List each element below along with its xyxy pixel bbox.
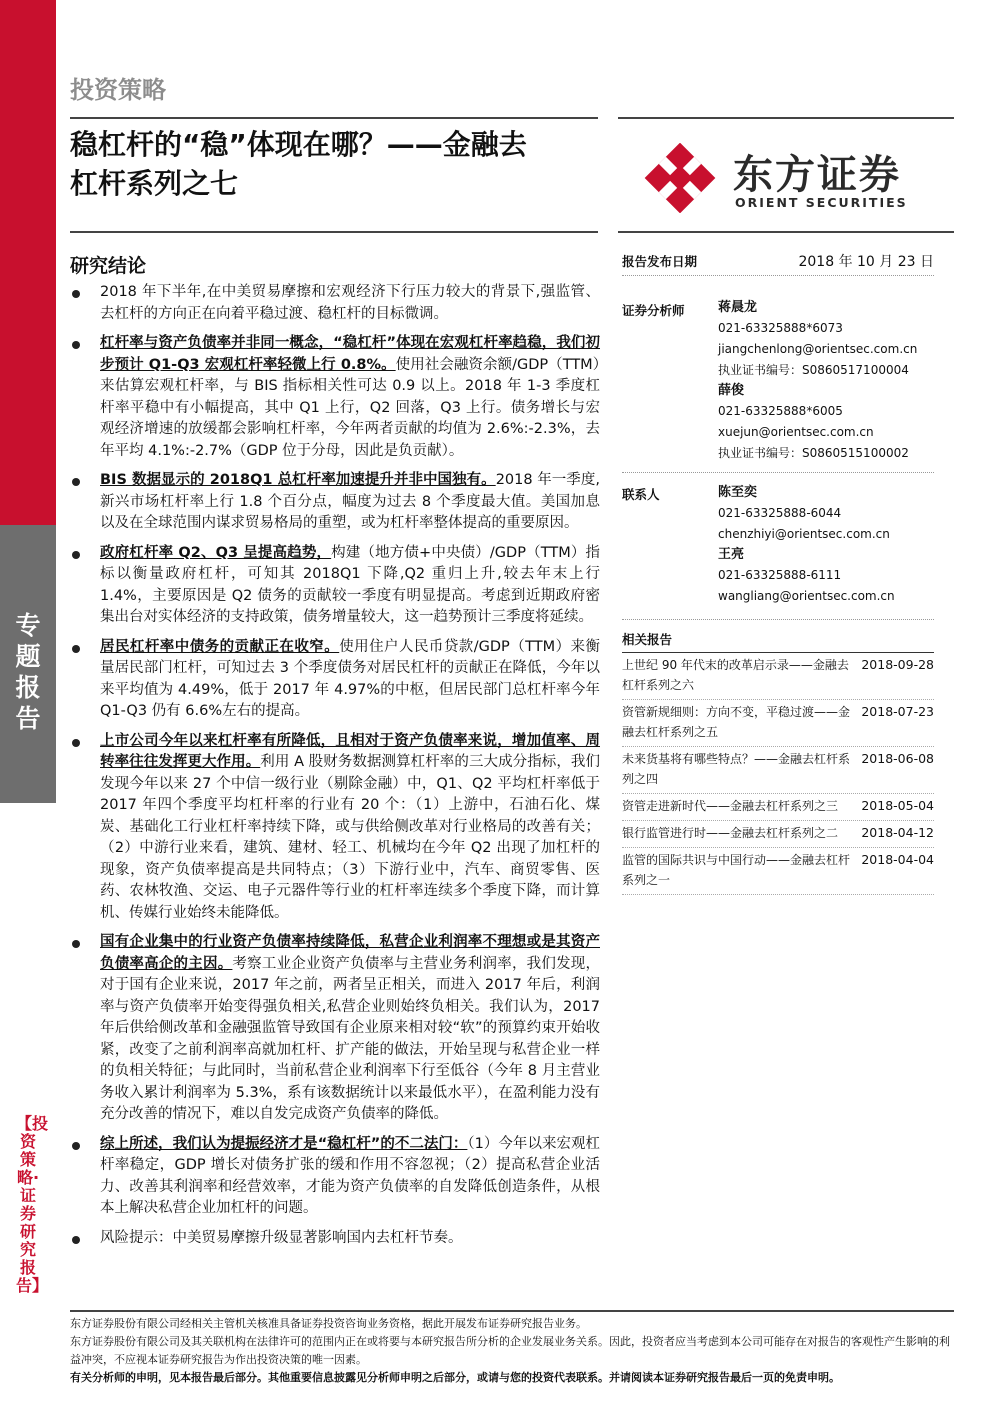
- related-report-row[interactable]: [622, 821, 934, 848]
- bullet-dot-icon: [72, 940, 80, 948]
- report-type-label: 专题报告: [15, 611, 41, 733]
- report-series-label: 【投资策略·证券研究报告】: [16, 1114, 49, 1295]
- related-report-title[interactable]: 资管新规细则：方向不变，平稳过渡——金融去杠杆系列之五: [622, 705, 851, 739]
- title-top-rule: [70, 117, 598, 119]
- divider: [622, 619, 934, 620]
- pubdate-value: 2018 年 10 月 23 日: [798, 254, 934, 270]
- bullet-key-point: 国有企业集中的行业资产负债率持续降低，私营企业利润率不理想或是其资产负债率高企的主因。: [100, 934, 600, 972]
- contact-label: 联系人: [622, 487, 660, 502]
- related-report-date: 2018-06-08: [861, 751, 934, 766]
- analyst-email[interactable]: xuejun@orientsec.com.cn: [718, 425, 874, 439]
- contact-block: [622, 483, 934, 607]
- analyst-phone: 021-63325888*6005: [718, 404, 843, 418]
- bullet-text: 2018 年下半年,在中美贸易摩擦和宏观经济下行压力较大的背景下,强监管、去杠杆的方向正在向着平稳过渡、稳杠杆的目标微调。: [100, 284, 600, 322]
- related-report-date: 2018-04-04: [861, 852, 934, 867]
- analyst-phone: 021-63325888*6073: [718, 321, 843, 335]
- contact-name: 王亮: [718, 547, 745, 562]
- related-report-title[interactable]: 资管走进新时代——金融去杠杆系列之三: [622, 799, 839, 813]
- bullet-key-point: 上市公司今年以来杠杆率有所降低，且相对于资产负债率来说，增加值率、周转率往往发挥更大作用。: [100, 732, 600, 770]
- analyst-email[interactable]: jiangchenlong@orientsec.com.cn: [718, 342, 918, 356]
- divider: [622, 472, 934, 473]
- bullet-dot-icon: [72, 341, 80, 349]
- bullet-key-point: BIS 数据显示的 2018Q1 总杠杆率加速提升并非中国独有。: [100, 472, 496, 488]
- analyst-label: 证券分析师: [622, 303, 685, 318]
- bullet-item: [70, 932, 600, 1126]
- contact-phone: 021-63325888-6111: [718, 568, 842, 582]
- related-report-date: 2018-04-12: [861, 825, 934, 840]
- bullet-text: 利用 A 股财务数据测算杠杆率的三大成分指标，我们发现今年以来 27 个中信一级行业（剔除金融）中，Q1、Q2 平均杠杆率低于 2017 年四个季度平均杠杆率的行业有 20 个：（1）上游中，石油石化、煤炭、基础化工行业杠杆率持续下降，或与供给侧改革对行业格局的改善有关；（2）中游行业来看，建筑、建材、轻工、机械均在今年 Q2 出现了加杠杆的现象，资产负债率提高是共同特点；（3）下游行业中，汽车、商贸零售、医药、农林牧渔、交运、电子元器件等行业的杠杆率连续多个季度下降，而计算机、传媒行业始终未能降低。: [100, 754, 600, 921]
- company-logo: [640, 143, 930, 213]
- analyst-name: 蒋晨龙: [718, 300, 758, 315]
- title-line-2: 杠杆系列之七: [70, 167, 239, 200]
- related-report-row[interactable]: [622, 747, 934, 794]
- analyst-cert: 执业证书编号：S0860515100002: [718, 446, 909, 460]
- analyst: [718, 298, 934, 381]
- related-report-row[interactable]: [622, 700, 934, 747]
- logo-mark-icon: [640, 143, 720, 213]
- related-reports-list: [622, 652, 934, 895]
- logo-bottom-rule: [618, 231, 954, 233]
- bullet-item: [70, 637, 600, 723]
- related-report-date: 2018-07-23: [861, 704, 934, 719]
- pubdate-label: 报告发布日期: [622, 254, 698, 269]
- footer-line-2: 东方证券股份有限公司及其关联机构在法律许可的范围内正在或将要与本研究报告所分析的企业发展业务关系。因此，投资者应当考虑到本公司可能存在对报告的客观性产生影响的利益冲突，不应视本证券研究报告为作出投资决策的唯一因素。: [70, 1335, 950, 1366]
- bullet-dot-icon: [72, 478, 80, 486]
- contact: [718, 483, 934, 545]
- contact-email[interactable]: chenzhiyi@orientsec.com.cn: [718, 527, 890, 541]
- contact-phone: 021-63325888-6044: [718, 506, 842, 520]
- footer-rule: [70, 1310, 954, 1312]
- title-bottom-rule: [70, 231, 598, 233]
- bullet-dot-icon: [72, 551, 80, 559]
- related-report-row[interactable]: [622, 848, 934, 895]
- bullet-text: 使用住户人民币贷款/GDP（TTM）来衡量居民部门杠杆，可知过去 3 个季度债务对居民杠杆的贡献正在降低，今年以来平均值为 4.49%，低于 2017 年 4.97%的中枢，但居民部门总杠杆率今年 Q1-Q3 仍有 6.6%左右的提高。: [100, 638, 601, 719]
- analyst-block: [622, 298, 934, 464]
- related-report-row[interactable]: [622, 653, 934, 700]
- bullet-key-point: 综上所述，我们认为提振经济才是“稳杠杆”的不二法门：: [100, 1135, 468, 1152]
- bullet-item: [70, 470, 600, 535]
- analyst-name: 薛俊: [718, 383, 745, 398]
- related-report-row[interactable]: [622, 794, 934, 821]
- bullet-text: （1）今年以来宏观杠杆率稳定，GDP 增长对债务扩张的缓和作用不容忽视；（2）提高私营企业活力、改善其利润率和经营效率，才能为资产负债率的自发降低创造条件，从根本上解决私营企业加杠杆的问题。: [100, 1135, 600, 1216]
- bullet-item: [70, 282, 600, 325]
- logo-name-en: ORIENT SECURITIES: [735, 195, 908, 210]
- bullet-item: [70, 731, 600, 925]
- contact: [718, 545, 934, 607]
- logo-name-cn: 东方证券: [733, 152, 901, 198]
- analyst: [718, 381, 934, 464]
- bullet-item: [70, 1228, 600, 1250]
- contact-name: 陈至奕: [718, 485, 758, 500]
- analyst-cert: 执业证书编号：S0860517100004: [718, 363, 909, 377]
- bullet-item: [70, 1134, 600, 1220]
- bullet-item: [70, 333, 600, 462]
- bullet-dot-icon: [72, 739, 80, 747]
- related-report-date: 2018-09-28: [861, 657, 934, 672]
- related-reports-title: 相关报告: [622, 632, 673, 647]
- pubdate-row: [622, 250, 934, 272]
- logo-top-rule: [618, 117, 954, 119]
- footer: [70, 1315, 954, 1387]
- bullet-dot-icon: [72, 1236, 80, 1244]
- bullet-text: 构建（地方债+中央债）/GDP（TTM）指标以衡量政府杠杆，可知其 2018Q1 下降,Q2 重归上升,较去年末上行 1.4%，主要原因是 Q2 债务的贡献较一季度有明显提高。考虑到近期政府密集出台对实体经济的支持政策，债务增量较大，这一趋势预计三季度将延续。: [100, 544, 600, 625]
- related-report-title[interactable]: 未来货基将有哪些特点？——金融去杠杆系列之四: [622, 752, 851, 786]
- bullet-key-point: 杠杆率与资产负债率并非同一概念，“稳杠杆”体现在宏观杠杆率趋稳，我们初步预计 Q1-Q3 宏观杠杆率轻微上行 0.8%。: [100, 335, 600, 373]
- related-report-title[interactable]: 上世纪 90 年代末的改革启示录——金融去杠杆系列之六: [622, 658, 849, 692]
- footer-line-3: 有关分析师的申明，见本报告最后部分。其他重要信息披露见分析师申明之后部分，或请与您的投资代表联系。并请阅读本证券研究报告最后一页的免责申明。: [70, 1371, 840, 1384]
- report-title: [70, 125, 600, 203]
- related-report-title[interactable]: 监管的国际共识与中国行动——金融去杠杆系列之一: [622, 853, 851, 887]
- bullet-item: [70, 543, 600, 629]
- bullet-text: 使用社会融资余额/GDP（TTM）来估算宏观杠杆率，与 BIS 指标相关性可达 0.9 以上。2018 年 1-3 季度杠杆率平稳中有小幅提高，其中 Q1 上行，Q2 回落，Q3 上行。债务增长与宏观经济增速的放缓都会影响杠杆率，今年两者贡献的均值为 2.6%:-2.3%，去年平均 4.1%:-2.7%（GDP 位于分母，因此是负贡献）。: [100, 356, 600, 459]
- footer-line-1: 东方证券股份有限公司经相关主管机关核准具备证券投资咨询业务资格，据此开展发布证券研究报告业务。: [70, 1317, 587, 1330]
- bullet-dot-icon: [72, 1142, 80, 1150]
- research-bullets: [70, 282, 600, 1257]
- side-accent-red: [0, 0, 56, 525]
- bullet-dot-icon: [72, 290, 80, 298]
- bullet-dot-icon: [72, 645, 80, 653]
- info-panel: [622, 250, 934, 895]
- title-line-1: 稳杠杆的“稳”体现在哪？——金融去: [70, 128, 527, 161]
- divider: [622, 275, 934, 276]
- bullet-text: 风险提示：中美贸易摩擦升级显著影响国内去杠杆节奏。: [100, 1229, 463, 1246]
- related-report-date: 2018-05-04: [861, 798, 934, 813]
- bullet-key-point: 居民杠杆率中债务的贡献正在收窄。: [100, 638, 340, 655]
- bullet-key-point: 政府杠杆率 Q2、Q3 呈提高趋势，: [100, 544, 332, 561]
- contact-email[interactable]: wangliang@orientsec.com.cn: [718, 589, 895, 603]
- report-category: 投资策略: [70, 76, 166, 104]
- section-title: 研究结论: [70, 255, 147, 277]
- related-report-title[interactable]: 银行监管进行时——金融去杠杆系列之二: [622, 826, 839, 840]
- bullet-text: 考察工业企业资产负债率与主营业务利润率，我们发现，对于国有企业来说，2017 年之前，两者呈正相关，而进入 2017 年后，利润率与资产负债率开始变得强负相关,私营企业则始终负相关。我们认为，2017 年后供给侧改革和金融强监管导致国有企业原来相对较“软”的预算约束开始收紧，改变了之前利润率高就加杠杆、扩产能的做法，开始呈现与私营企业一样的负相关特征；与此同时，当前私营企业利润率下行至低谷（今年 8 月主营业务收入累计利润率为 5.3%，系有该数据统计以来最低水平），在盈利能力没有充分改善的情况下，难以自发完成资产负债率的降低。: [100, 955, 601, 1122]
- bullet-text: 2018 年一季度,新兴市场杠杆率上行 1.8 个百分点，幅度为过去 8 个季度最大值。美国加息以及在全球范围内谋求贸易格局的重塑，或为杠杆率整体提高的重要原因。: [100, 472, 600, 531]
